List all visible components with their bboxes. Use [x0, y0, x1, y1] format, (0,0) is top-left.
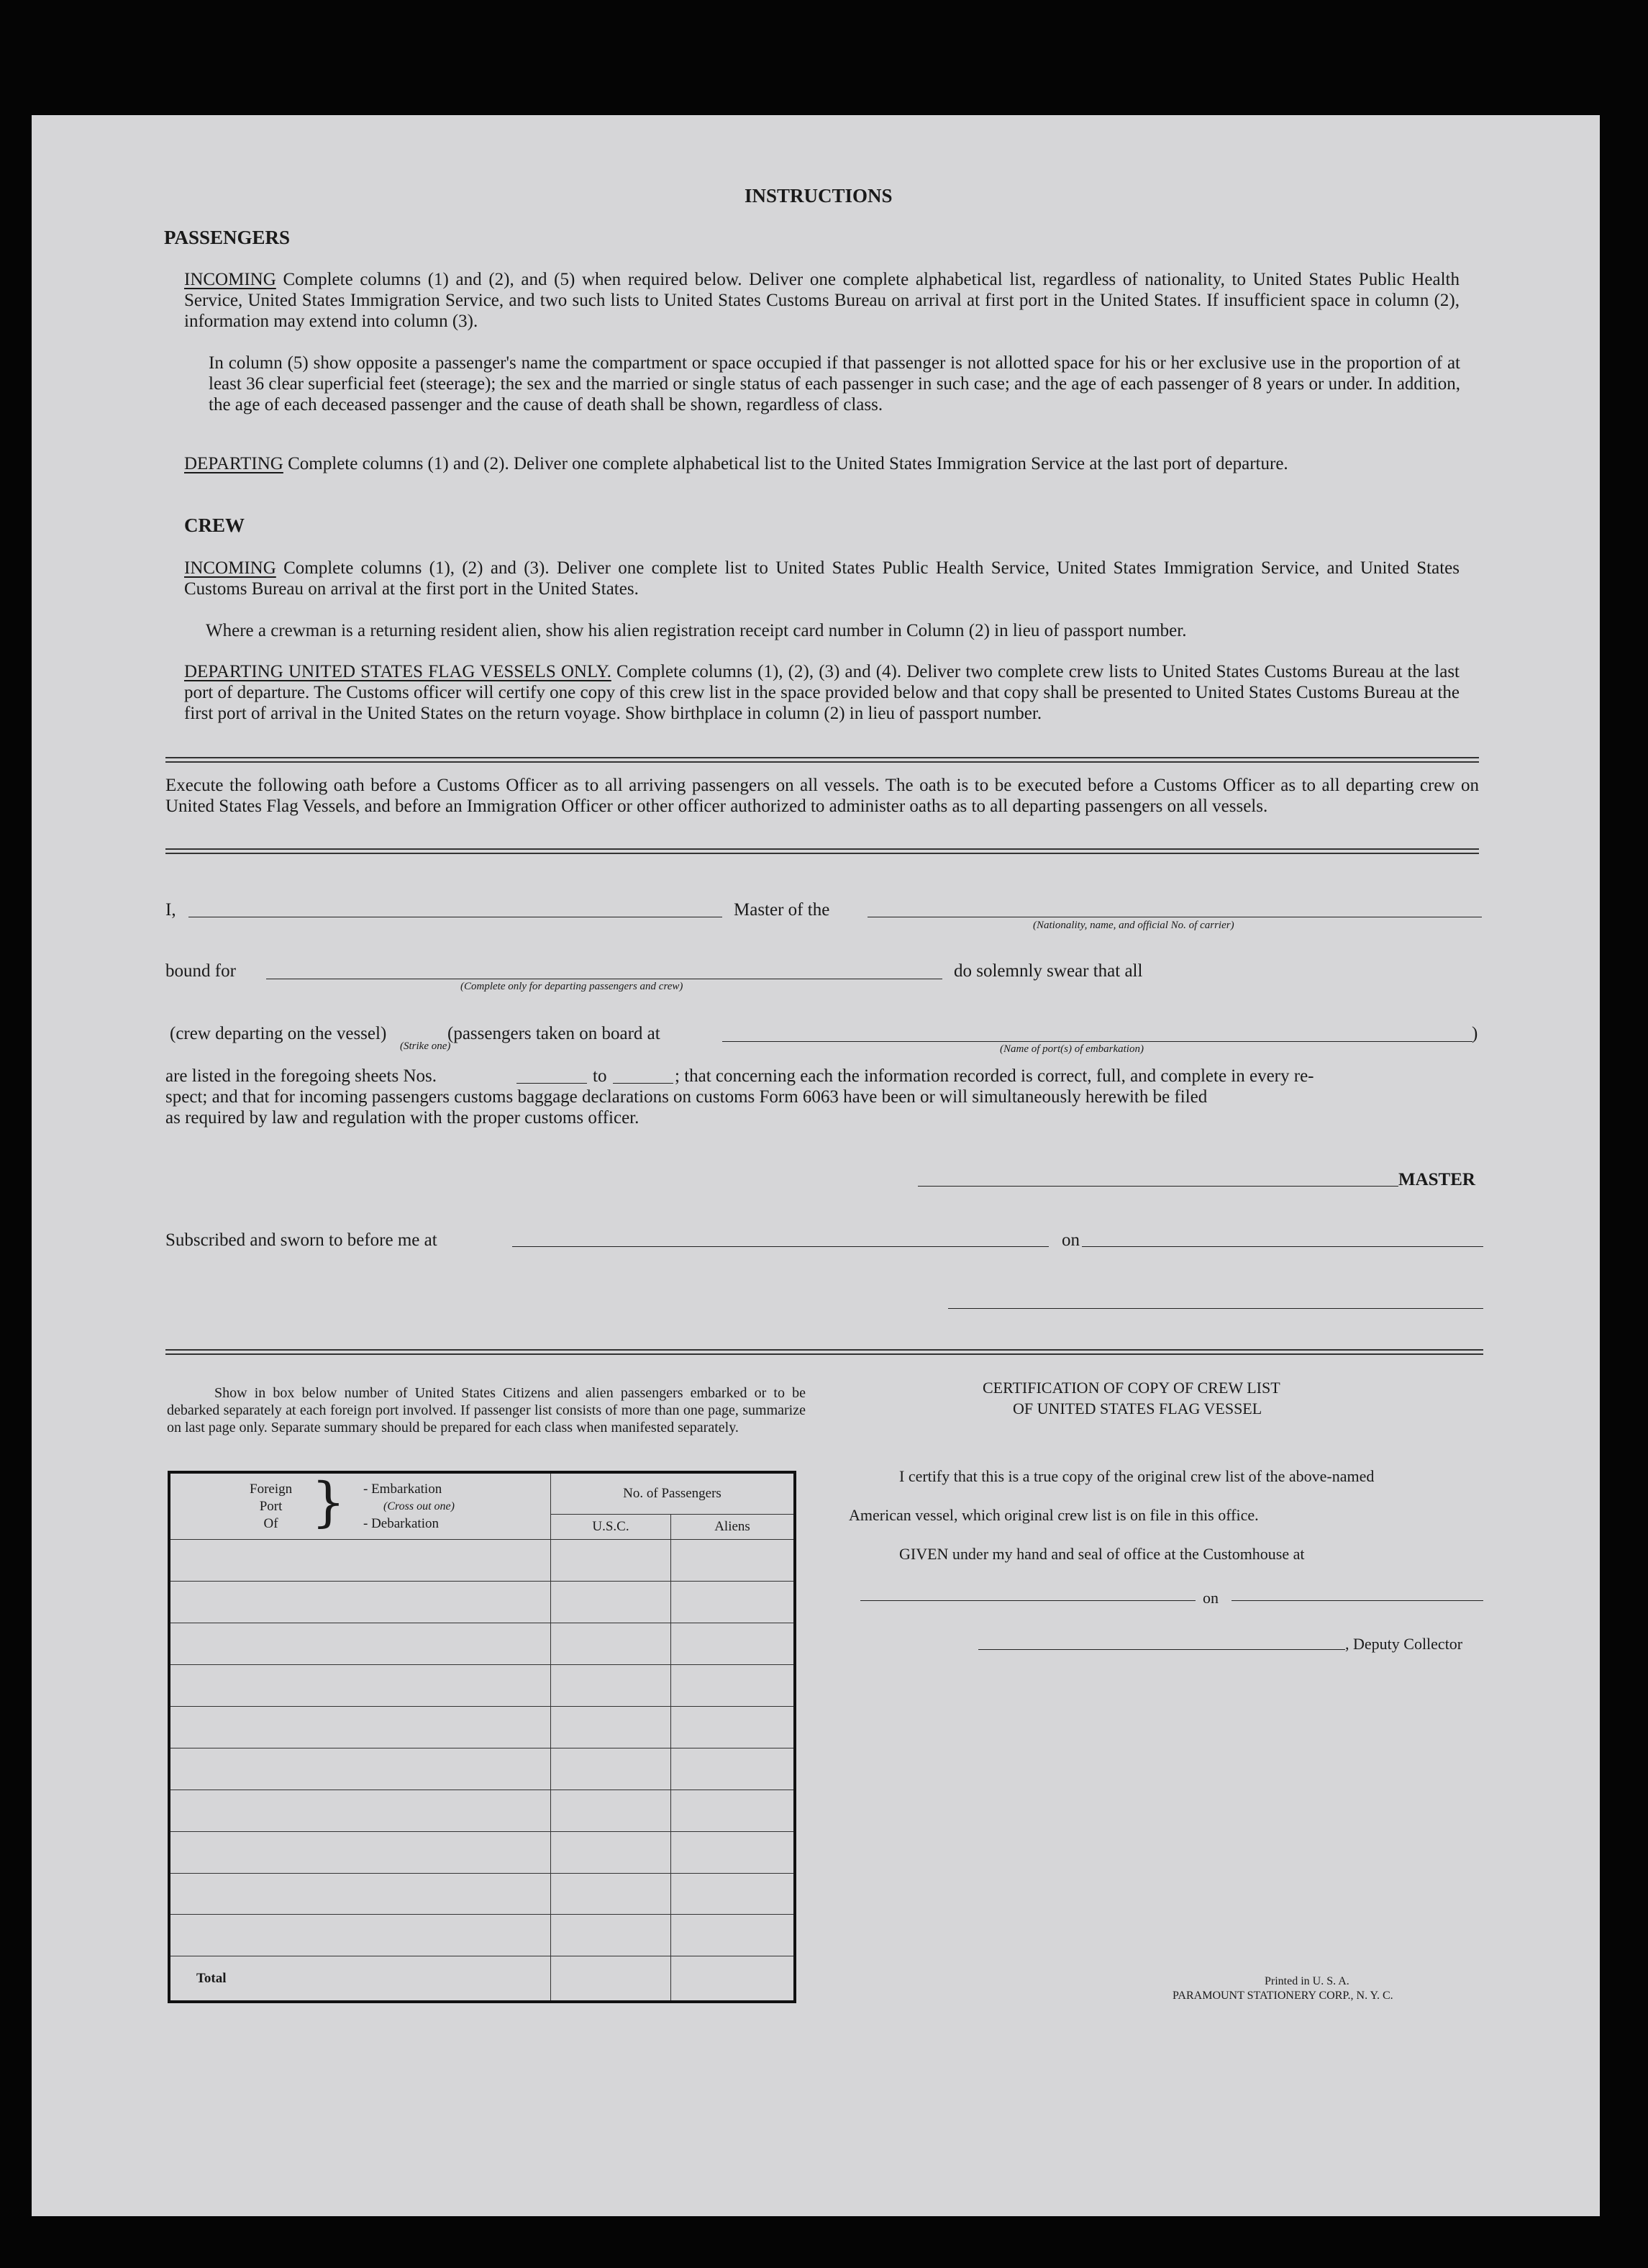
sworn-place-line[interactable] [512, 1246, 1049, 1247]
summary-instruction: Show in box below number of United States Citizens and alien passengers embarked or to be debarked separately at each foreign port involved. If passenger list consists of more than one page, summarize on last page only. Separate summary should be prepared for each class when manifested separately. [167, 1385, 806, 1435]
close-paren: ) [1472, 1024, 1478, 1043]
oath-intro: Execute the following oath before a Customs Officer as to all arriving passengers on all vessels. The oath is to be executed before a Customs Officer as to all departing crew on United States Flag Vessels, and before an Immigration Officer or other officer authorized to administer oaths as to all departing passengers on all vessels. [165, 776, 1479, 816]
embarkation-port-line[interactable] [722, 1041, 1472, 1042]
sheet-from-line[interactable] [516, 1083, 587, 1084]
crew-incoming-paragraph [184, 558, 1460, 599]
foreign-label: Foreign [250, 1482, 293, 1497]
crew-departing-text: Complete columns (1), (2), (3) and (4). Deliver two complete crew lists to United States Customs Bureau at the last port of departure. The Customs officer will certify one copy of this crew list in the space provided below and that copy shall be presented to United States Customs Bureau at the first port of arrival in the United States on the return voyage. Show birthplace in column (2) in lieu of passport number. [184, 662, 1460, 723]
aliens-cell[interactable] [671, 1623, 796, 1664]
port-cell[interactable] [169, 1915, 551, 1956]
no-of-passengers-header: No. of Passengers [551, 1472, 796, 1515]
crew-departing-option: (crew departing on the vessel) [170, 1024, 387, 1043]
usc-cell[interactable] [551, 1623, 671, 1664]
crew-alien-paragraph: Where a crewman is a returning resident alien, show his alien registration receipt card number in Column (2) in lieu of passport number. [206, 621, 1187, 640]
aliens-total-cell[interactable] [671, 1956, 796, 2002]
passengers-taken-option: (passengers taken on board at [447, 1024, 660, 1043]
sworn-date-line[interactable] [1082, 1246, 1483, 1247]
passengers-incoming-label: INCOMING [184, 270, 276, 289]
crew-departing-paragraph [184, 661, 1460, 724]
complete-only-caption: (Complete only for departing passengers and crew) [460, 981, 683, 992]
aliens-cell[interactable] [671, 1706, 796, 1748]
master-label: MASTER [1398, 1170, 1475, 1189]
certification-line-1: I certify that this is a true copy of the original crew list of the above-named [899, 1467, 1375, 1485]
passengers-incoming-text: Complete columns (1) and (2), and (5) when required below. Deliver one complete alphabetical list, regardless of nationality, to United States Public Health Service, United States Immigration Service, and two such lists to United States Customs Bureau on arrival at first port in the United States. If insufficient space in column (2), information may extend into column (3). [184, 270, 1460, 331]
port-cell[interactable] [169, 1873, 551, 1915]
port-label: Port [259, 1499, 283, 1514]
port-cell[interactable] [169, 1623, 551, 1664]
column5-paragraph: In column (5) show opposite a passenger's name the compartment or space occupied if that passenger is not allotted space for his or her exclusive use in the proportion of at least 36 clear superficial feet (steerage); the sex and the married or single status of each passenger in such case; and the age of each passenger of 8 years or under. In addition, the age of each deceased passenger and the cause of death shall be shown, regardless of class. [209, 353, 1460, 414]
aliens-cell[interactable] [671, 1748, 796, 1790]
port-cell[interactable] [169, 1790, 551, 1831]
port-cell[interactable] [169, 1664, 551, 1706]
crew-incoming-text: Complete columns (1), (2) and (3). Deliver one complete list to United States Public Health Service, United States Immigration Service, and United States Customs Bureau on arrival at the first port in the United States. [184, 558, 1460, 599]
aliens-cell[interactable] [671, 1873, 796, 1915]
aliens-cell[interactable] [671, 1540, 796, 1582]
listed-line-a: are listed in the foregoing sheets Nos. [165, 1066, 437, 1086]
passengers-departing-label: DEPARTING [184, 454, 283, 473]
brace-glyph: } [311, 1471, 346, 1533]
passenger-summary-table [168, 1471, 796, 2003]
port-cell[interactable] [169, 1540, 551, 1582]
usc-cell[interactable] [551, 1664, 671, 1706]
port-cell[interactable] [169, 1706, 551, 1748]
aliens-cell[interactable] [671, 1581, 796, 1623]
port-cell[interactable] [169, 1748, 551, 1790]
printed-in-usa: Printed in U. S. A. [1265, 1975, 1349, 1987]
listed-line-d: as required by law and regulation with the proper customs officer. [165, 1108, 639, 1128]
master-signature-line[interactable] [918, 1186, 1398, 1187]
usc-header: U.S.C. [551, 1515, 671, 1540]
certification-on-label: on [1203, 1589, 1219, 1607]
deputy-collector-label: , Deputy Collector [1345, 1635, 1463, 1653]
usc-cell[interactable] [551, 1540, 671, 1582]
crew-departing-label: DEPARTING UNITED STATES FLAG VESSELS ONLY. [184, 662, 611, 681]
port-cell[interactable] [169, 1581, 551, 1623]
crew-heading: CREW [184, 514, 245, 536]
passengers-departing-paragraph [184, 453, 1460, 474]
usc-cell[interactable] [551, 1581, 671, 1623]
oath-i-label: I, [165, 900, 176, 920]
listed-to-label: to [593, 1066, 607, 1086]
do-solemnly-label: do solemnly swear that all [954, 961, 1143, 981]
aliens-cell[interactable] [671, 1915, 796, 1956]
officer-signature-line[interactable] [948, 1308, 1483, 1309]
divider-2 [165, 848, 1479, 850]
customhouse-date-line[interactable] [1232, 1600, 1483, 1601]
usc-cell[interactable] [551, 1706, 671, 1748]
embarkation-label: - Embarkation [363, 1482, 442, 1497]
aliens-cell[interactable] [671, 1790, 796, 1831]
port-cell[interactable] [169, 1831, 551, 1873]
sheet-to-line[interactable] [613, 1083, 673, 1084]
usc-cell[interactable] [551, 1873, 671, 1915]
of-label: Of [263, 1516, 278, 1531]
crew-incoming-label: INCOMING [184, 558, 276, 578]
certification-title-2: OF UNITED STATES FLAG VESSEL [1013, 1400, 1262, 1418]
certification-line-2: American vessel, which original crew list is on file in this office. [849, 1506, 1259, 1524]
usc-total-cell[interactable] [551, 1956, 671, 2002]
usc-cell[interactable] [551, 1748, 671, 1790]
certification-title-1: CERTIFICATION OF COPY OF CREW LIST [983, 1379, 1280, 1397]
aliens-cell[interactable] [671, 1831, 796, 1873]
nationality-caption: (Nationality, name, and official No. of carrier) [1033, 920, 1234, 931]
listed-line-b: ; that concerning each the information recorded is correct, full, and complete in every re- [675, 1066, 1314, 1086]
passengers-incoming-paragraph [184, 269, 1460, 332]
subscribed-label: Subscribed and sworn to before me at [165, 1230, 437, 1250]
certification-line-3: GIVEN under my hand and seal of office at the Customhouse at [899, 1545, 1305, 1563]
passengers-departing-text: Complete columns (1) and (2). Deliver one complete alphabetical list to the United States Immigration Service at the last port of departure. [283, 454, 1288, 473]
usc-cell[interactable] [551, 1915, 671, 1956]
deputy-collector-line[interactable] [978, 1649, 1345, 1650]
bound-for-label: bound for [165, 961, 236, 981]
divider-1 [165, 757, 1479, 758]
divider-3 [165, 1349, 1483, 1351]
master-of-the-label: Master of the [734, 900, 830, 920]
printer-name: PARAMOUNT STATIONERY CORP., N. Y. C. [1173, 1990, 1393, 2002]
aliens-header: Aliens [671, 1515, 796, 1540]
total-label: Total [169, 1956, 551, 2002]
instructions-title: INSTRUCTIONS [745, 185, 893, 207]
debarkation-label: - Debarkation [363, 1516, 439, 1531]
aliens-cell[interactable] [671, 1664, 796, 1706]
foreign-port-header [169, 1472, 551, 1540]
customhouse-place-line[interactable] [860, 1600, 1196, 1601]
sworn-on-label: on [1062, 1230, 1080, 1250]
strike-one-caption: (Strike one) [400, 1040, 451, 1052]
port-caption: (Name of port(s) of embarkation) [1000, 1043, 1144, 1055]
passengers-heading: PASSENGERS [164, 227, 291, 248]
usc-cell[interactable] [551, 1790, 671, 1831]
listed-line-c: spect; and that for incoming passengers customs baggage declarations on customs Form 6063 have been or will simultaneously herewith be filed [165, 1087, 1208, 1107]
cross-out-label: (Cross out one) [383, 1500, 455, 1512]
usc-cell[interactable] [551, 1831, 671, 1873]
